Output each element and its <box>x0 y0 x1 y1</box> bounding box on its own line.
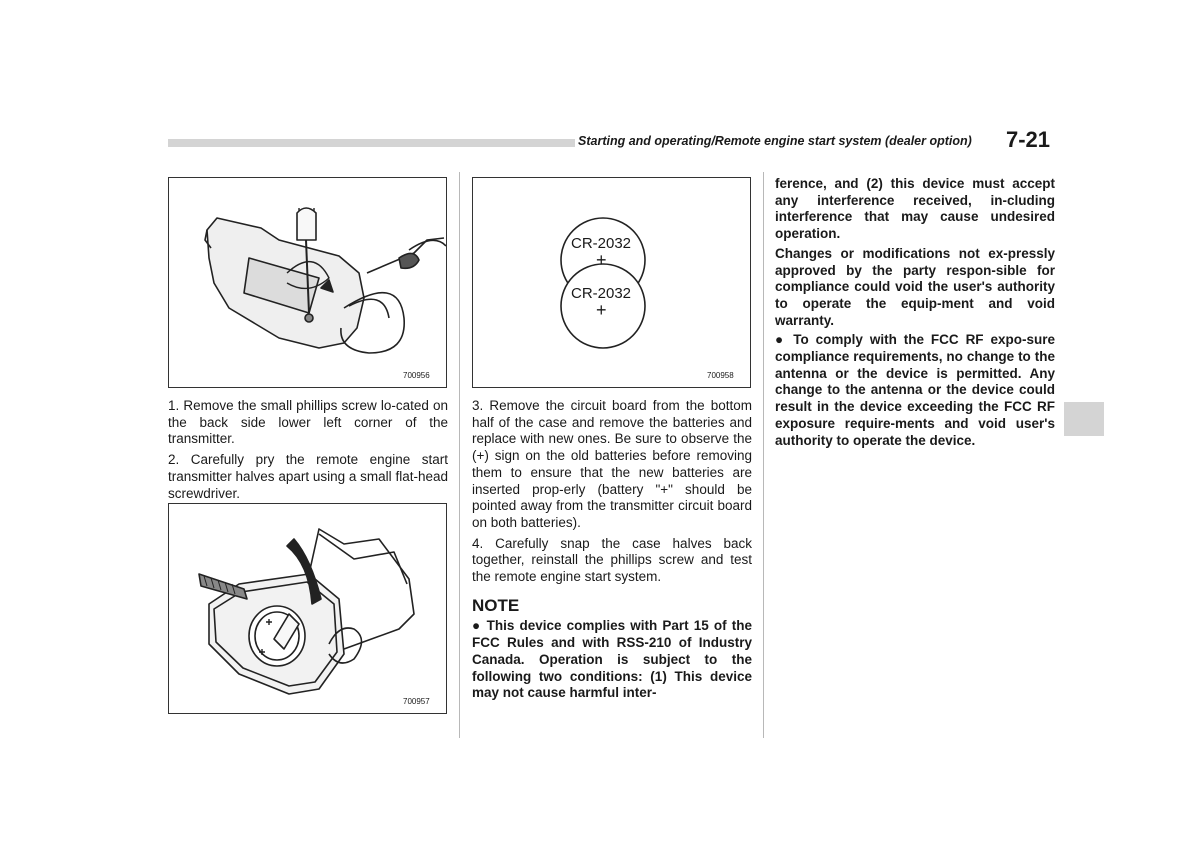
column-1-text <box>168 398 448 506</box>
note-continuation: ference, and (2) this device must accept any interference received, in-cluding interference that may cause undesired operation. <box>775 176 1055 242</box>
chapter-thumb-tab <box>1064 402 1104 436</box>
step-2: 2. Carefully pry the remote engine start transmitter halves apart using a small flat-head screwdriver. <box>168 452 448 501</box>
figure-code: 700956 <box>403 371 430 380</box>
note-bullet-2: ● To comply with the FCC RF expo-sure compliance requirements, no change to the antenna or the device is permitted. Any change to the antenna or the device could result in the device exceeding the FCC RF exposure require-ments and void user's authority to operate the device. <box>775 332 1055 448</box>
column-2-text <box>472 398 752 706</box>
transmitter-screwdriver-illustration <box>169 178 446 387</box>
battery-label-bottom: CR-2032 <box>571 285 632 302</box>
figure-code: 700958 <box>707 371 734 380</box>
step-3: 3. Remove the circuit board from the bottom half of the case and remove the batteries and replace with new ones. Be sure to observe the (+) sign on the old batteries before removing them to ensure that the new batteries are inserted prop-erly (battery "+" should be pointed away from the transmitter circuit board on both batteries). <box>472 398 752 530</box>
header-rule <box>168 139 575 147</box>
column-divider-1 <box>459 172 460 738</box>
note-bullet-1: ● This device complies with Part 15 of the FCC Rules and with RSS-210 of Industry Canada. Operation is subject to the following two conditions: (1) This device may not cause harmful inter- <box>472 618 752 701</box>
battery-plus-bottom: + <box>596 300 607 320</box>
figure-code: 700957 <box>403 697 430 706</box>
note-changes: Changes or modifications not ex-pressly approved by the party respon-sible for compliance could void the user's authority to operate the equip-ment and void warranty. <box>775 245 1055 328</box>
column-divider-2 <box>763 172 764 738</box>
section-title: Starting and operating/Remote engine start system (dealer option) <box>578 134 972 148</box>
step-4: 4. Carefully snap the case halves back together, reinstall the phillips screw and test the remote engine start system. <box>472 535 752 585</box>
page-number: 7-21 <box>1006 127 1051 152</box>
note-heading: NOTE <box>472 595 520 615</box>
step-1: 1. Remove the small phillips screw lo-cated on the back side lower left corner of the transmitter. <box>168 398 448 447</box>
figure-remove-screw <box>168 177 447 388</box>
figure-batteries <box>472 177 751 388</box>
open-case-illustration <box>169 504 446 713</box>
figure-open-case <box>168 503 447 714</box>
battery-label-top: CR-2032 <box>571 235 632 252</box>
column-3-text <box>775 176 1055 452</box>
battery-plus-top: + <box>596 250 607 270</box>
batteries-illustration <box>473 178 750 387</box>
